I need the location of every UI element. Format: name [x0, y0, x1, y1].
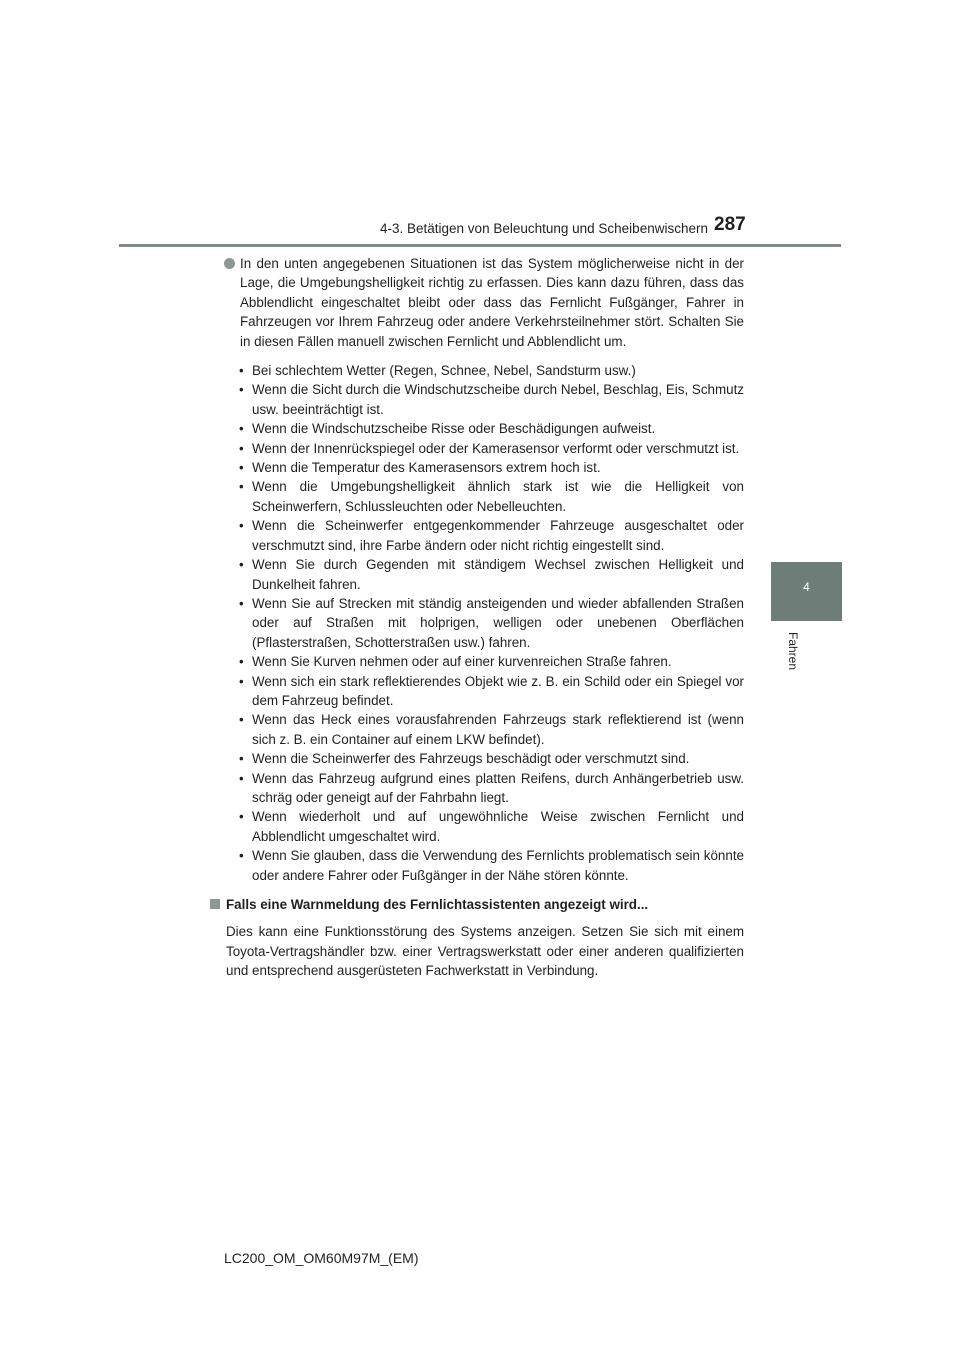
- chapter-label: Fahren: [786, 632, 800, 671]
- list-item: • Wenn der Innenrückspiegel oder der Kamerasensor verformt oder verschmutzt ist.: [252, 439, 744, 458]
- list-item: • Wenn Sie Kurven nehmen oder auf einer kurvenreichen Straße fahren.: [252, 652, 744, 671]
- square-bullet-icon: [210, 899, 220, 909]
- list-item: • Wenn die Scheinwerfer des Fahrzeugs beschädigt oder verschmutzt sind.: [252, 749, 744, 768]
- list-item: • Wenn das Heck eines vorausfahrenden Fahrzeugs stark reflektierend ist (wenn sich z. B. ein Container auf einem LKW befindet).: [252, 710, 744, 749]
- page-content: [224, 254, 744, 981]
- warning-heading-text: Falls eine Warnmeldung des Fernlichtassistenten angezeigt wird...: [226, 897, 649, 912]
- list-item: • Wenn sich ein stark reflektierendes Objekt wie z. B. ein Schild oder ein Spiegel vor dem Fahrzeug befindet.: [252, 672, 744, 711]
- situation-list: [224, 361, 744, 885]
- list-item: • Wenn die Temperatur des Kamerasensors extrem hoch ist.: [252, 458, 744, 477]
- section-title: 4-3. Betätigen von Beleuchtung und Scheibenwischern: [380, 221, 708, 236]
- list-item: • Wenn die Umgebungshelligkeit ähnlich stark ist wie die Helligkeit von Scheinwerfern, Schlussleuchten oder Nebelleuchten.: [252, 477, 744, 516]
- warning-heading: [224, 895, 744, 914]
- intro-text: In den unten angegebenen Situationen ist das System möglicherweise nicht in der Lage, die Umgebungshelligkeit richtig zu erfassen. Dies kann dazu führen, dass das Abblendlicht eingeschaltet bleibt oder dass das Fernlicht Fußgänger, Fahrer in Fahrzeugen vor Ihrem Fahrzeug oder andere Verkehrsteilnehmer stört. Schalten Sie in diesen Fällen manuell zwischen Fernlicht und Abblendlicht um.: [240, 256, 744, 349]
- list-item: • Wenn die Scheinwerfer entgegenkommender Fahrzeuge ausgeschaltet oder verschmutzt sind, ihre Farbe ändern oder nicht richtig eingestellt sind.: [252, 516, 744, 555]
- warning-paragraph: Dies kann eine Funktionsstörung des Systems anzeigen. Setzen Sie sich mit einem Toyota-Vertragshändler bzw. einer Vertragswerkstatt oder einer anderen qualifizierten und entsprechend ausgerüsteten Fachwerkstatt in Verbindung.: [226, 924, 744, 979]
- list-item: • Wenn Sie glauben, dass die Verwendung des Fernlichts problematisch sein könnte oder andere Fahrer oder Fußgänger in der Nähe stören könnte.: [252, 846, 744, 885]
- document-code: LC200_OM_OM60M97M_(EM): [224, 1250, 419, 1266]
- list-item: • Wenn wiederholt und auf ungewöhnliche Weise zwischen Fernlicht und Abblendlicht umgeschaltet wird.: [252, 807, 744, 846]
- chapter-number: 4: [803, 580, 810, 594]
- list-item: • Wenn die Sicht durch die Windschutzscheibe durch Nebel, Beschlag, Eis, Schmutz usw. beeinträchtigt ist.: [252, 380, 744, 419]
- list-item: • Wenn die Windschutzscheibe Risse oder Beschädigungen aufweist.: [252, 419, 744, 438]
- list-item: • Wenn Sie auf Strecken mit ständig ansteigenden und wieder abfallenden Straßen oder auf Straßen mit holprigen, welligen oder unebenen Oberflächen (Pflasterstraßen, Schotterstraßen usw.) fahren.: [252, 594, 744, 652]
- list-item: • Wenn Sie durch Gegenden mit ständigem Wechsel zwischen Helligkeit und Dunkelheit fahren.: [252, 555, 744, 594]
- page-number: 287: [714, 214, 746, 235]
- circle-bullet-icon: [224, 258, 235, 269]
- list-item: • Wenn das Fahrzeug aufgrund eines platten Reifens, durch Anhängerbetrieb usw. schräg oder geneigt auf der Fahrbahn liegt.: [252, 769, 744, 808]
- list-item: • Bei schlechtem Wetter (Regen, Schnee, Nebel, Sandsturm usw.): [252, 361, 744, 380]
- header-divider: [119, 244, 841, 247]
- intro-paragraph: [224, 254, 744, 351]
- chapter-tab[interactable]: [771, 562, 842, 621]
